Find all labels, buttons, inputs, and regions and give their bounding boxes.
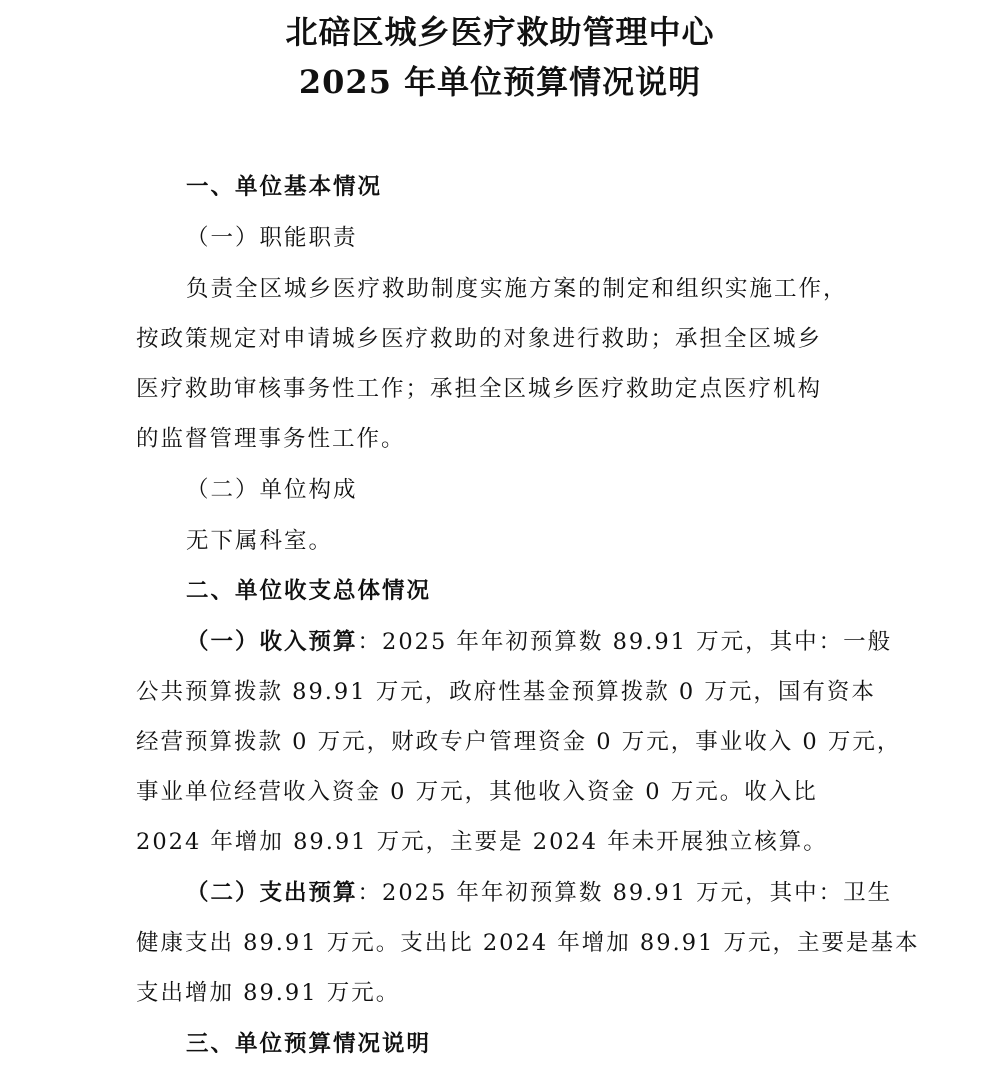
section2-heading: 二、单位收支总体情况 [186,578,432,604]
structure-text: 无下属科室。 [186,528,334,554]
duties-paragraph-line: 按政策规定对申请城乡医疗救助的对象进行救助；承担全区城乡 [136,326,823,352]
expense-paragraph-line: 健康支出 89.91 万元。支出比 2024 年增加 89.91 万元，主要是基本 [136,930,920,956]
expense-paragraph-line: 支出增加 89.91 万元。 [136,980,401,1006]
duties-paragraph-line: 负责全区城乡医疗救助制度实施方案的制定和组织实施工作， [186,276,848,302]
subsection-duties-heading: （一）职能职责 [186,225,358,251]
income-paragraph-line [186,627,896,657]
income-text: ：2025 年年初预算数 89.91 万元，其中：一般 [357,629,893,655]
income-paragraph-line: 2024 年增加 89.91 万元，主要是 2024 年未开展独立核算。 [136,829,828,855]
income-paragraph-line: 公共预算拨款 89.91 万元，政府性基金预算拨款 0 万元，国有资本 [136,679,876,705]
section3-heading: 三、单位预算情况说明 [186,1031,432,1057]
section1-heading: 一、单位基本情况 [186,174,383,200]
document-title-line1: 北碚区城乡医疗救助管理中心 [285,13,715,51]
income-paragraph-line: 经营预算拨款 0 万元，财政专户管理资金 0 万元，事业收入 0 万元， [136,729,902,755]
income-label: （一）收入预算 [186,629,358,655]
expense-label: （二）支出预算 [186,880,358,906]
document-title-line2: 2025 年单位预算情况说明 [298,63,702,101]
duties-paragraph-line: 医疗救助审核事务性工作；承担全区城乡医疗救助定点医疗机构 [136,376,823,402]
income-paragraph-line: 事业单位经营收入资金 0 万元，其他收入资金 0 万元。收入比 [136,779,818,805]
duties-paragraph-line: 的监督管理事务性工作。 [136,426,406,452]
subsection-structure-heading: （二）单位构成 [186,477,358,503]
expense-paragraph-line [186,878,896,908]
expense-text: ：2025 年年初预算数 89.91 万元，其中：卫生 [357,880,893,906]
